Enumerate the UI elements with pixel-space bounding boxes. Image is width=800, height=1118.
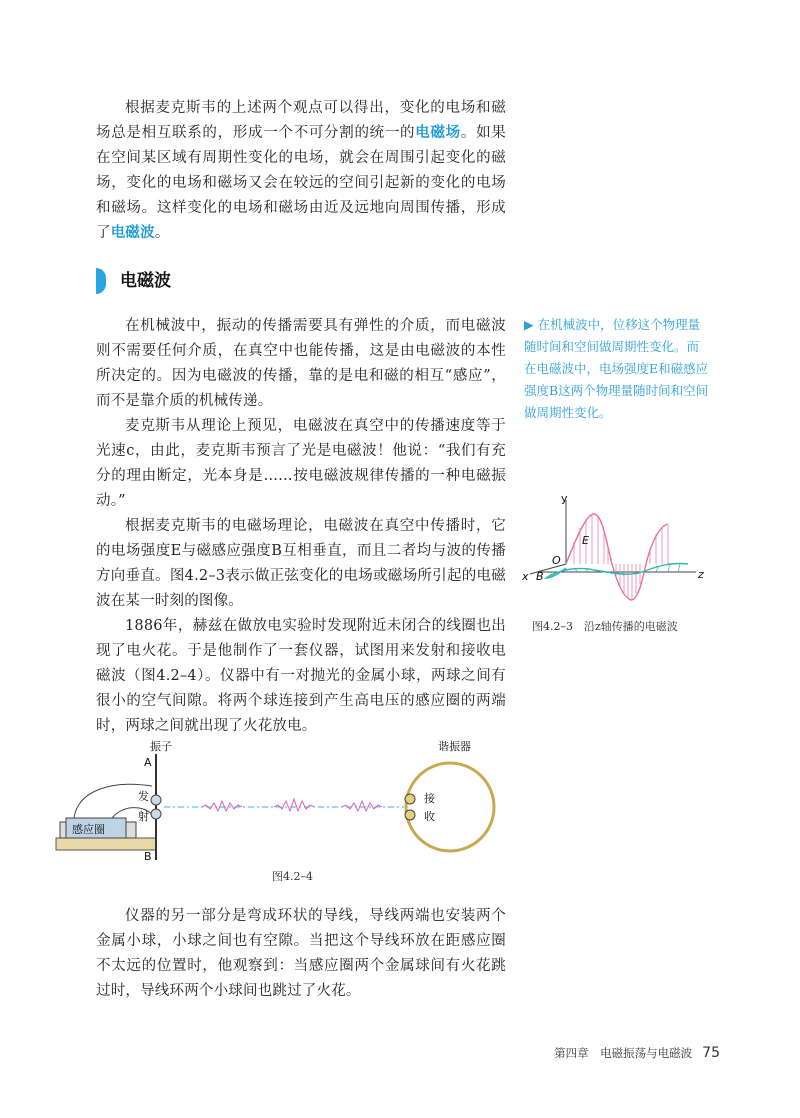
paragraph-resonator: 仪器的另一部分是弯成环状的导线，导线两端也安装两个金属小球，小球之间也有空隙。当把这个导线环放在距感应圈不太远的位置时，他观察到：当感应圈两个金属球间有火花跳过时，导线环两个小球间也跳过了火花。 (96, 908, 506, 999)
intro-text-2: 。如果在空间某区域有周期性变化的电场，就会在周围引起变化的磁场，变化的电场和磁场又会在较远的空间引起新的变化的电场和磁场。这样变化的电场和磁场由近及远地向周围传播，形成了 (96, 125, 506, 241)
label-z: z (698, 568, 704, 581)
paragraph-maxwell-prediction: 麦克斯韦从理论上预见，电磁波在真空中的传播速度等于光速c，由此，麦克斯韦预言了光是电磁波！他说：“我们有充分的理由断定，光本身是……按电磁波规律传播的一种电磁振动。” (96, 418, 506, 509)
emit-label-1: 发 (138, 790, 149, 803)
coil-terminal-right (126, 822, 136, 838)
side-note: ▶ 在机械波中，位移这个物理量随时间和空间做周期性变化。而在电磁波中，电场强度E和磁感应强度B这两个物理量随时间和空间做周期性变化。 (524, 317, 709, 420)
wave-packet-3 (342, 801, 382, 811)
recv-label-1: 接 (424, 792, 435, 805)
term-em-field: 电磁场 (415, 125, 461, 141)
coil-label: 感应圈 (72, 823, 105, 836)
chapter-title: 第四章 电磁振荡与电磁波 (554, 1046, 693, 1060)
intro-paragraph (96, 96, 506, 246)
resonator-label: 谐振器 (438, 740, 471, 753)
emitter-ball-bottom (151, 809, 161, 819)
figure-hertz-apparatus (52, 740, 502, 865)
figure-em-wave-3d (518, 490, 708, 615)
intro-text-3: 。 (154, 225, 170, 241)
intro-text-1: 根据麦克斯韦的上述两个观点可以得出，变化的电场和磁场总是相互联系的，形成一个不可分割的统一的 (96, 100, 506, 141)
page-footer (520, 1042, 720, 1061)
coil-terminal-left (60, 822, 66, 838)
figure-3-caption: 图4.2–3 沿z轴传播的电磁波 (532, 620, 678, 633)
receiver-ball-top (405, 794, 415, 804)
section-marker (96, 268, 106, 294)
figure-4-caption: 图4.2–4 (272, 870, 313, 883)
page-number: 75 (702, 1045, 720, 1061)
paragraph-em-theory: 根据麦克斯韦的电磁场理论，电磁波在真空中传播时，它的电场强度E与磁感应强度B互相垂直，而且二者均与波的传播方向垂直。图4.2–3表示做正弦变化的电场或磁场所引起的电磁波在某一时刻的图像。 (96, 518, 506, 609)
section-title: 电磁波 (120, 271, 171, 291)
label-b: B (536, 570, 544, 583)
resonator-ring (406, 763, 494, 851)
label-b-node: B (144, 850, 152, 863)
label-x: x (522, 570, 529, 583)
wave-packet-2 (274, 799, 314, 811)
magnetic-field-wave (546, 563, 688, 578)
wave-packet-1 (202, 801, 242, 811)
label-y: y (561, 492, 568, 505)
label-origin: O (552, 554, 561, 567)
paragraph-hertz-experiment: 1886年，赫兹在做放电实验时发现附近未闭合的线圈也出现了电火花。于是他制作了一套仪器，试图用来发射和接收电磁波（图4.2–4）。仪器中有一对抛光的金属小球，两球之间有很小的空气间隙。将两个球连接到产生高电压的感应圈的两端时，两球之间就出现了火花放电。 (96, 618, 506, 734)
oscillator-label: 振子 (150, 740, 172, 753)
electric-field-wave (566, 514, 668, 600)
receiver-ball-bottom (405, 810, 415, 820)
base-board (56, 838, 156, 850)
label-a: A (144, 756, 152, 769)
paragraph-mechanical-waves: 在机械波中，振动的传播需要具有弹性的介质，而电磁波则不需要任何介质，在真空中也能传播，这是由电磁波的本性所决定的。因为电磁波的传播，靠的是电和磁的相互“感应”，而不是靠介质的机械传递。 (96, 318, 506, 409)
recv-label-2: 收 (424, 810, 435, 823)
emit-label-2: 射 (138, 810, 149, 823)
term-em-wave: 电磁波 (110, 225, 155, 241)
label-e: E (582, 534, 589, 547)
emitter-ball-top (151, 795, 161, 805)
